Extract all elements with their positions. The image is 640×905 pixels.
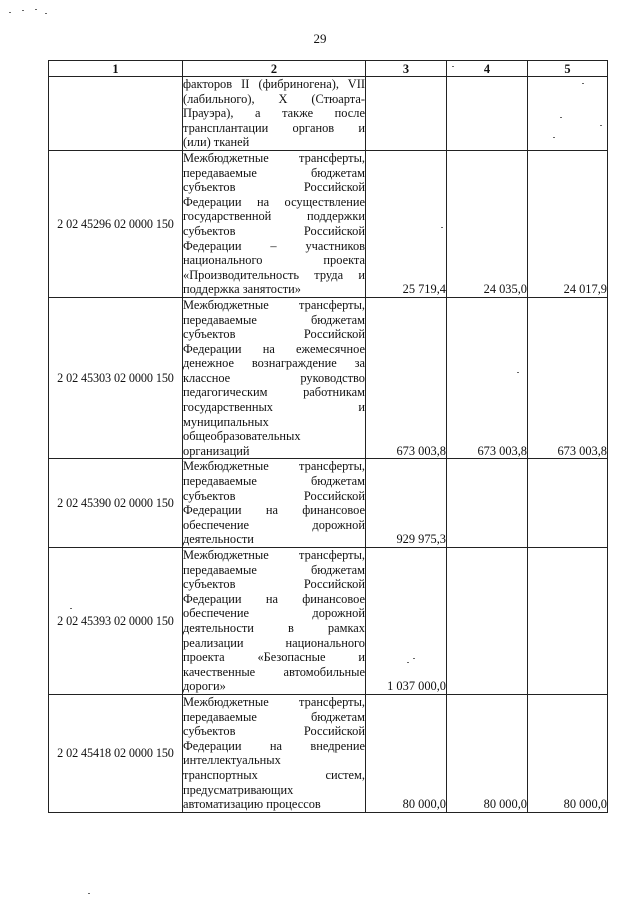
description-line: денежное вознаграждение за	[183, 356, 365, 371]
budget-code-cell: 2 02 45296 02 0000 150	[49, 150, 183, 297]
description-line: государственных и	[183, 400, 365, 415]
amount-cell-col3: 673 003,8	[366, 297, 447, 459]
description-cell	[183, 694, 366, 812]
amount-cell-col5: 24 017,9	[528, 150, 608, 297]
description-line: субъектов Российской	[183, 488, 365, 503]
description-line: дороги»	[183, 679, 226, 694]
page-number: 29	[313, 31, 327, 46]
description-line: муниципальных	[183, 414, 269, 429]
description-line: автоматизацию процессов	[183, 797, 321, 812]
amount-cell-col4	[447, 459, 528, 548]
description-line: трансплантации органов и	[183, 120, 365, 135]
description-line: предусматривающих	[183, 782, 294, 797]
column-header: 2	[183, 61, 366, 77]
budget-code-cell	[49, 77, 183, 151]
amount-cell-col5: 80 000,0	[528, 694, 608, 812]
amount-cell-col5: 673 003,8	[528, 297, 608, 459]
description-line: обеспечение дорожной	[183, 606, 365, 621]
description-line: Прауэра), а также после	[183, 106, 365, 121]
description-line: факторов II (фибриногена), VII	[183, 77, 365, 91]
description-line: классное руководство	[183, 370, 365, 385]
amount-cell-col5	[528, 548, 608, 695]
description-line: педагогическим работникам	[183, 385, 365, 400]
description-line: Межбюджетные трансферты,	[183, 694, 365, 709]
description-line: Федерации на внедрение	[183, 738, 365, 753]
amount-cell-col5	[528, 77, 608, 151]
description-line: Межбюджетные трансферты,	[183, 459, 365, 474]
description-line: общеобразовательных	[183, 429, 301, 444]
description-line: передаваемые бюджетам	[183, 709, 365, 724]
column-header: 4	[447, 61, 528, 77]
table-header-row	[49, 61, 608, 77]
description-line: поддержка занятости»	[183, 282, 301, 297]
description-line: передаваемые бюджетам	[183, 474, 365, 489]
amount-cell-col3: 25 719,4	[366, 150, 447, 297]
amount-cell-col4	[447, 548, 528, 695]
description-line: Межбюджетные трансферты,	[183, 297, 365, 312]
budget-code-cell: 2 02 45390 02 0000 150	[49, 459, 183, 548]
table-row	[49, 548, 608, 695]
description-line: Федерации – участников	[183, 238, 365, 253]
description-line: субъектов Российской	[183, 724, 365, 739]
description-line: деятельности	[183, 532, 254, 547]
amount-cell-col3: 80 000,0	[366, 694, 447, 812]
description-line: Федерации на финансовое	[183, 503, 365, 518]
description-line: качественные автомобильные	[183, 664, 365, 679]
amount-cell-col5	[528, 459, 608, 548]
amount-cell-col4: 673 003,8	[447, 297, 528, 459]
description-line: субъектов Российской	[183, 327, 365, 342]
budget-code-cell: 2 02 45418 02 0000 150	[49, 694, 183, 812]
table-body	[49, 77, 608, 813]
description-line: организаций	[183, 443, 250, 458]
description-line: деятельности в рамках	[183, 620, 365, 635]
description-line: (или) тканей	[183, 135, 250, 150]
description-line: субъектов Российской	[183, 180, 365, 195]
description-line: Межбюджетные трансферты,	[183, 548, 365, 562]
table-row	[49, 297, 608, 459]
description-cell	[183, 297, 366, 459]
description-line: Федерации на финансовое	[183, 591, 365, 606]
description-cell	[183, 548, 366, 695]
description-line: (лабильного), X (Стюарта-	[183, 91, 365, 106]
column-header: 1	[49, 61, 183, 77]
description-line: «Производительность труда и	[183, 267, 365, 282]
description-line: интеллектуальных	[183, 753, 281, 768]
description-line: Федерации на ежемесячное	[183, 341, 365, 356]
description-line: передаваемые бюджетам	[183, 165, 365, 180]
description-line: передаваемые бюджетам	[183, 562, 365, 577]
budget-code-cell: 2 02 45393 02 0000 150	[49, 548, 183, 695]
description-line: проекта «Безопасные и	[183, 650, 365, 665]
description-line: государственной поддержки	[183, 209, 365, 224]
description-line: Федерации на осуществление	[183, 194, 365, 209]
description-line: субъектов Российской	[183, 223, 365, 238]
description-line: субъектов Российской	[183, 577, 365, 592]
table-row	[49, 459, 608, 548]
table-row	[49, 77, 608, 151]
budget-code-cell: 2 02 45303 02 0000 150	[49, 297, 183, 459]
description-line: передаваемые бюджетам	[183, 312, 365, 327]
amount-cell-col3: 929 975,3	[366, 459, 447, 548]
amount-cell-col4	[447, 77, 528, 151]
amount-cell-col3: 1 037 000,0	[366, 548, 447, 695]
table-row	[49, 150, 608, 297]
column-header: 5	[528, 61, 608, 77]
column-header: 3	[366, 61, 447, 77]
table-row	[49, 694, 608, 812]
description-line: обеспечение дорожной	[183, 517, 365, 532]
description-line: транспортных систем,	[183, 767, 365, 782]
description-cell	[183, 459, 366, 548]
amount-cell-col4: 24 035,0	[447, 150, 528, 297]
budget-table	[48, 60, 608, 813]
description-line: Межбюджетные трансферты,	[183, 150, 365, 165]
description-cell	[183, 150, 366, 297]
description-line: реализации национального	[183, 635, 365, 650]
amount-cell-col4: 80 000,0	[447, 694, 528, 812]
description-line: национального проекта	[183, 253, 365, 268]
amount-cell-col3	[366, 77, 447, 151]
description-cell	[183, 77, 366, 151]
